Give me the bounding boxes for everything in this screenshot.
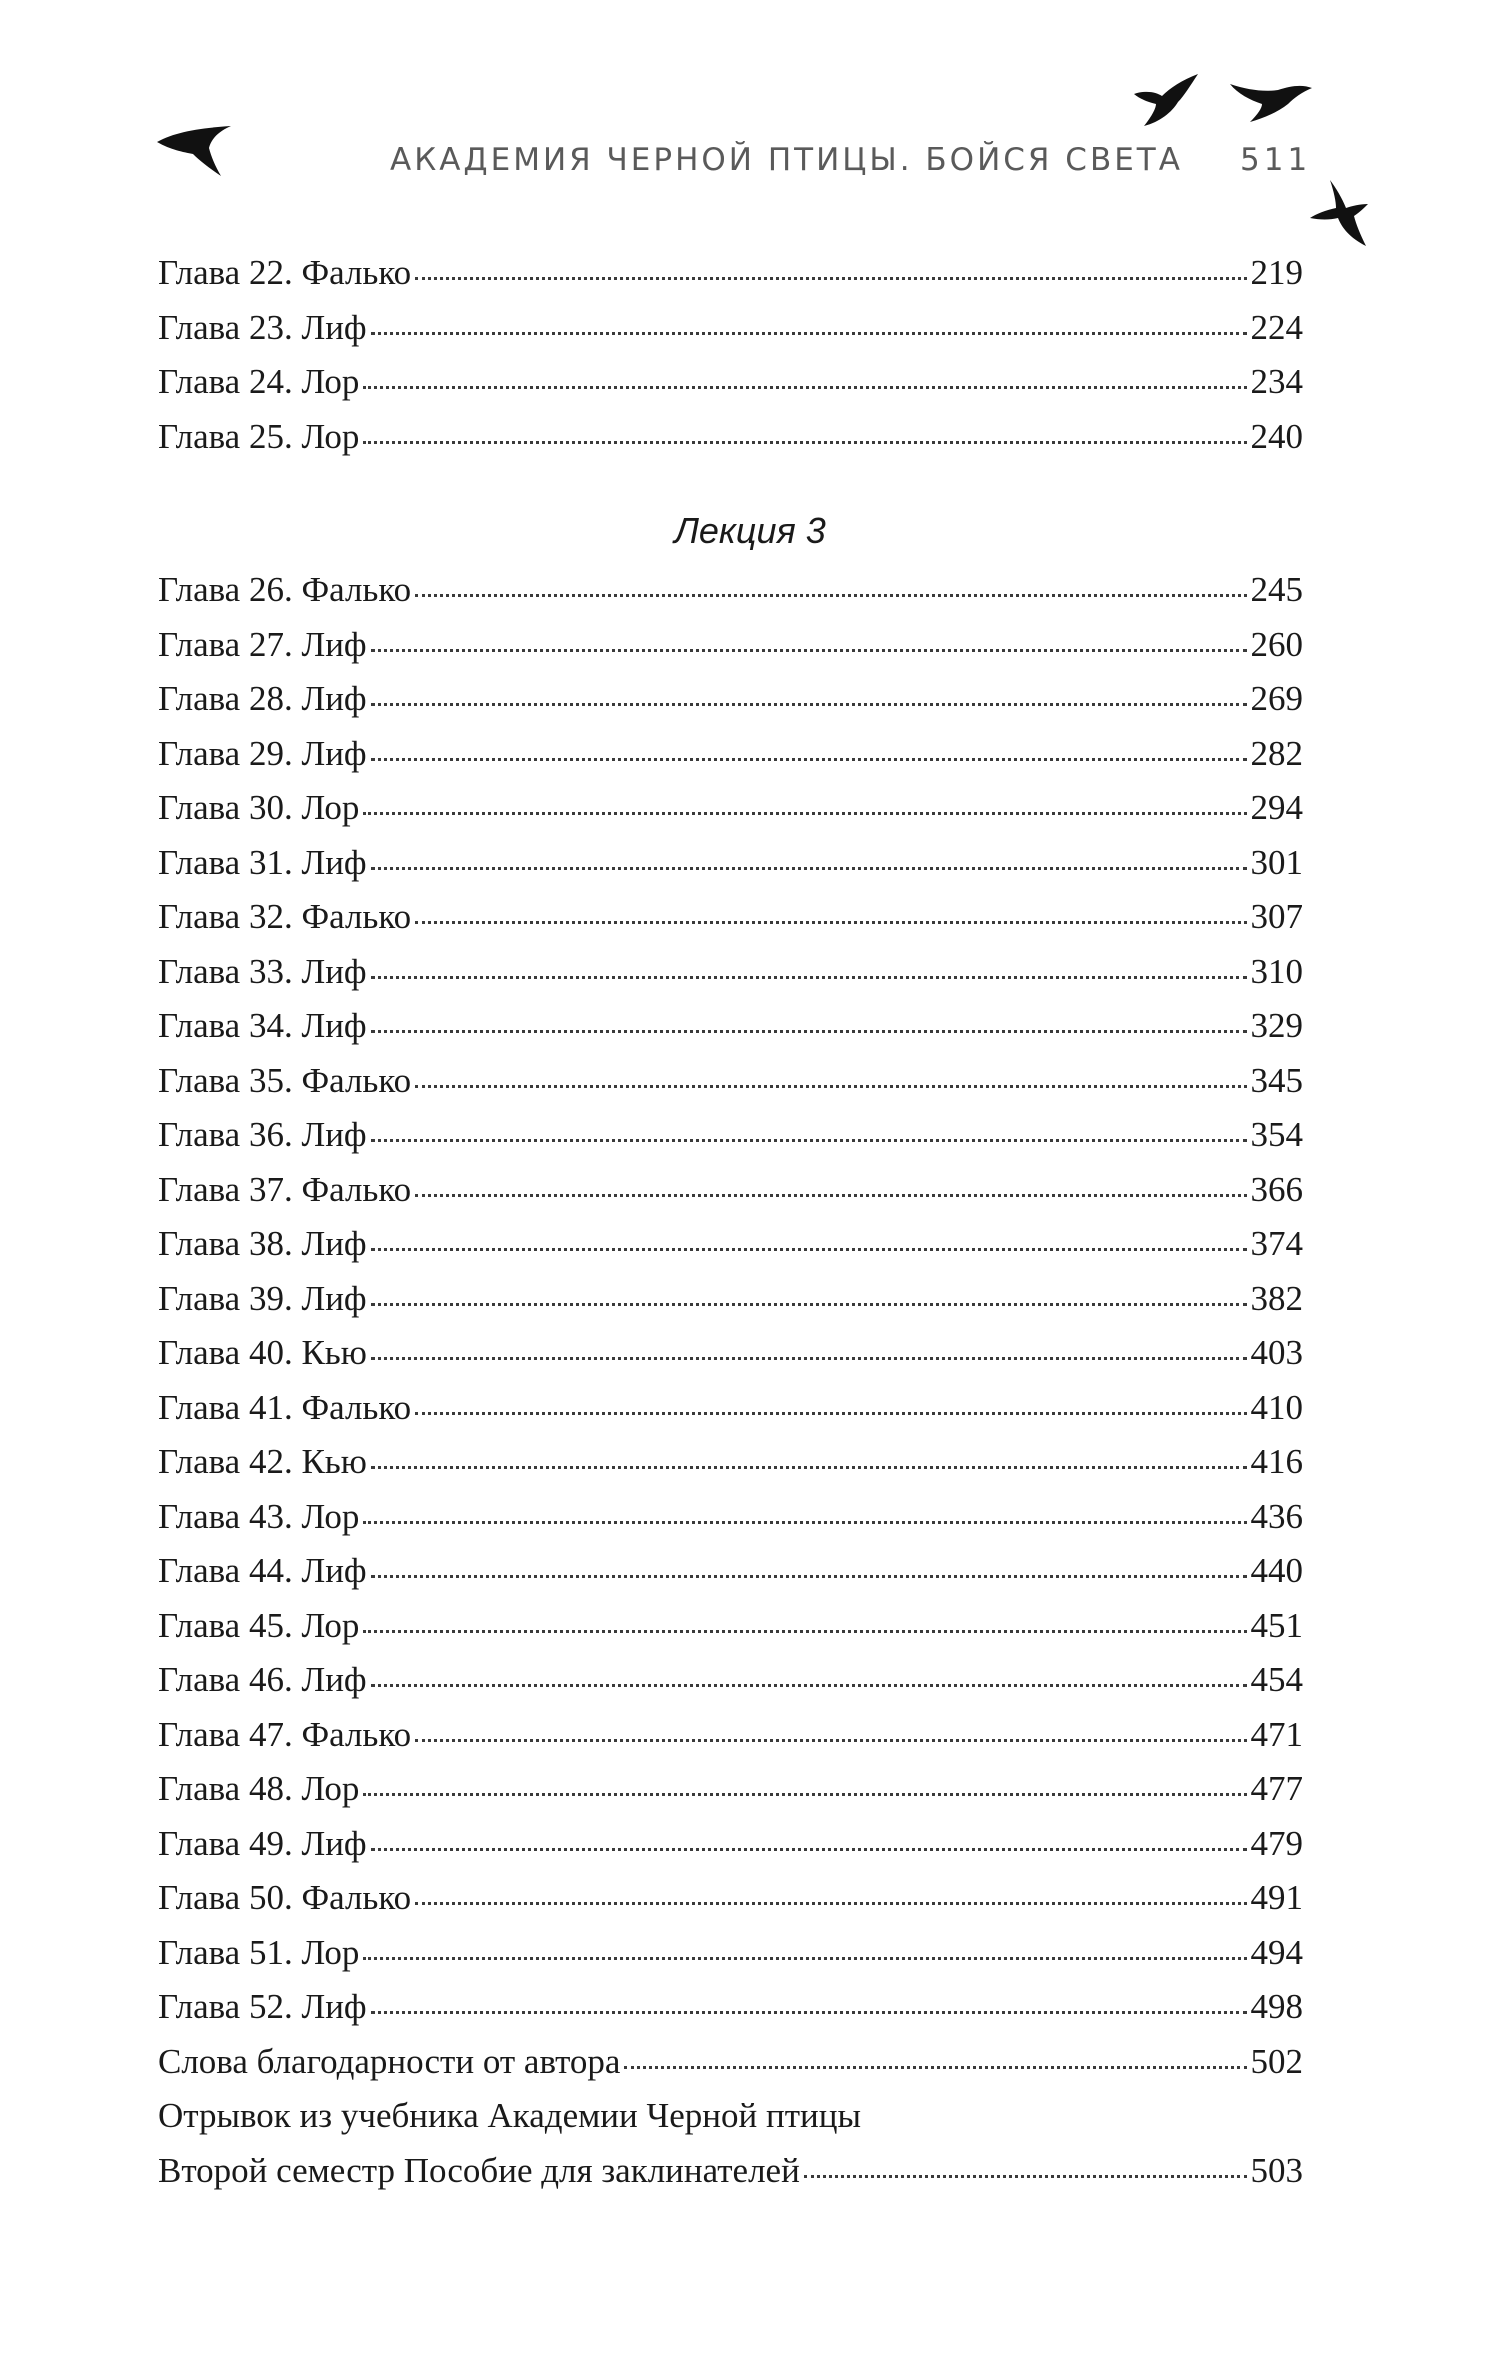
toc-entry-title: Глава 51. Лор [158, 1932, 360, 1972]
toc-entry-title: Глава 36. Лиф [158, 1115, 367, 1154]
bird-icon [1228, 78, 1314, 124]
toc-entry-page: 454 [1250, 1660, 1303, 1699]
table-of-contents-part-2 [158, 563, 1303, 2198]
toc-entry-title: Глава 31. Лиф [158, 842, 367, 882]
toc-entry [158, 1435, 1303, 1490]
toc-excerpt-line-1: Отрывок из учебника Академии Черной птицы [158, 2096, 862, 2135]
toc-entry-title: Глава 25. Лор [158, 416, 360, 456]
toc-entry-title: Глава 42. Кью [158, 1442, 367, 1481]
dot-leader [363, 1521, 1246, 1524]
toc-entry [158, 1108, 1303, 1163]
toc-entry [158, 1762, 1303, 1817]
dot-leader [415, 1085, 1246, 1088]
toc-entry-title: Глава 49. Лиф [158, 1823, 367, 1863]
section-heading: Лекция 3 [674, 510, 826, 551]
dot-leader [371, 649, 1247, 652]
toc-entry [158, 1817, 1303, 1872]
toc-entry-title: Глава 40. Кью [158, 1333, 367, 1372]
toc-entry-page: 224 [1250, 307, 1303, 347]
toc-entry [158, 1381, 1303, 1436]
toc-entry-title: Глава 22. Фалько [158, 253, 412, 292]
toc-entry-page: 310 [1250, 951, 1303, 991]
toc-entry-page: 477 [1250, 1769, 1303, 1808]
dot-leader [363, 386, 1246, 389]
toc-entry [158, 246, 1303, 301]
toc-entry-page: 329 [1250, 1006, 1303, 1045]
toc-entry-title: Глава 46. Лиф [158, 1660, 367, 1699]
toc-entry-page: 410 [1250, 1387, 1303, 1427]
dot-leader [624, 2066, 1246, 2069]
toc-entry [158, 1871, 1303, 1926]
dot-leader [415, 594, 1246, 597]
toc-entry-page: 219 [1250, 253, 1303, 292]
toc-entry [158, 727, 1303, 782]
table-of-contents-part-1 [158, 246, 1303, 464]
toc-entry-title: Глава 28. Лиф [158, 679, 367, 718]
bird-icon [1130, 72, 1200, 128]
toc-entry-title: Слова благодарности от автора [158, 2041, 621, 2081]
toc-entry [158, 301, 1303, 356]
dot-leader [371, 1575, 1247, 1578]
toc-entry-page: 354 [1250, 1115, 1303, 1154]
toc-entry [158, 1599, 1303, 1654]
toc-entry-page: 503 [1250, 2150, 1303, 2190]
toc-entry-page: 382 [1250, 1278, 1303, 1318]
toc-entry-page: 436 [1250, 1496, 1303, 1536]
toc-entry-title: Глава 41. Фалько [158, 1387, 412, 1427]
toc-entry-page: 491 [1250, 1878, 1303, 1917]
toc-entry-title: Глава 24. Лор [158, 362, 360, 401]
bird-icon [155, 122, 233, 178]
toc-entry-title: Глава 30. Лор [158, 788, 360, 827]
toc-entry-title: Глава 50. Фалько [158, 1878, 412, 1917]
toc-entry-title: Глава 29. Лиф [158, 733, 367, 773]
dot-leader [371, 1030, 1247, 1033]
toc-entry-title: Глава 32. Фалько [158, 897, 412, 936]
toc-entry-title: Глава 37. Фалько [158, 1169, 412, 1209]
toc-entry [158, 1217, 1303, 1272]
toc-entry-title: Глава 48. Лор [158, 1769, 360, 1808]
toc-entry [158, 1926, 1303, 1981]
dot-leader [371, 703, 1247, 706]
toc-entry-page: 440 [1250, 1551, 1303, 1590]
dot-leader [415, 1412, 1246, 1415]
toc-entry-page: 479 [1250, 1823, 1303, 1863]
toc-entry-page: 245 [1250, 570, 1303, 609]
toc-entry [158, 355, 1303, 410]
toc-entry-page: 451 [1250, 1605, 1303, 1645]
toc-entry-page: 260 [1250, 624, 1303, 664]
toc-entry [158, 1326, 1303, 1381]
dot-leader [363, 441, 1246, 444]
toc-entry-title: Глава 26. Фалько [158, 570, 412, 609]
toc-entry [158, 1980, 1303, 2035]
toc-entry-title: Глава 43. Лор [158, 1496, 360, 1536]
dot-leader [371, 1248, 1247, 1251]
dot-leader [371, 976, 1247, 979]
toc-entry [158, 1708, 1303, 1763]
dot-leader [415, 921, 1246, 924]
toc-entry-title: Глава 44. Лиф [158, 1551, 367, 1590]
dot-leader [415, 277, 1246, 280]
toc-entry [158, 890, 1303, 945]
running-title: АКАДЕМИЯ ЧЕРНОЙ ПТИЦЫ. БОЙСЯ СВЕТА [390, 142, 1183, 178]
toc-entry-page: 282 [1250, 733, 1303, 773]
dot-leader [363, 1957, 1246, 1960]
dot-leader [371, 867, 1247, 870]
toc-entry [158, 945, 1303, 1000]
dot-leader [363, 1793, 1246, 1796]
toc-entry [158, 1544, 1303, 1599]
toc-entry-page: 294 [1250, 788, 1303, 827]
toc-entry-page: 234 [1250, 362, 1303, 401]
toc-entry-page: 498 [1250, 1987, 1303, 2026]
toc-entry-title: Глава 52. Лиф [158, 1987, 367, 2026]
toc-entry-page: 307 [1250, 897, 1303, 936]
dot-leader [371, 1684, 1247, 1687]
toc-entry-page: 345 [1250, 1060, 1303, 1100]
dot-leader [415, 1194, 1246, 1197]
toc-entry [158, 1653, 1303, 1708]
toc-entry-page: 502 [1250, 2041, 1303, 2081]
toc-entry [158, 836, 1303, 891]
dot-leader [371, 1848, 1247, 1851]
toc-entry [158, 618, 1303, 673]
dot-leader [371, 758, 1247, 761]
toc-excerpt-line-2: Второй семестр Пособие для заклинателей [158, 2150, 800, 2190]
toc-entry-page: 374 [1250, 1224, 1303, 1263]
toc-entry [158, 563, 1303, 618]
dot-leader [371, 2011, 1247, 2014]
toc-entry [158, 410, 1303, 465]
toc-entry-page: 416 [1250, 1442, 1303, 1481]
toc-entry-page: 471 [1250, 1714, 1303, 1754]
page-number: 511 [1240, 142, 1312, 178]
dot-leader [363, 1630, 1246, 1633]
toc-entry-title: Глава 47. Фалько [158, 1714, 412, 1754]
dot-leader [371, 1139, 1247, 1142]
toc-entry-title: Глава 34. Лиф [158, 1006, 367, 1045]
toc-entry-page: 301 [1250, 842, 1303, 882]
toc-entry-title: Глава 39. Лиф [158, 1278, 367, 1318]
dot-leader [371, 1303, 1247, 1306]
toc-entry-page: 240 [1250, 416, 1303, 456]
toc-entry [158, 672, 1303, 727]
dot-leader [415, 1739, 1246, 1742]
toc-entry-page: 366 [1250, 1169, 1303, 1209]
toc-entry [158, 999, 1303, 1054]
toc-entry [158, 1054, 1303, 1109]
toc-entry-title: Глава 45. Лор [158, 1605, 360, 1645]
dot-leader [363, 812, 1246, 815]
dot-leader [371, 1466, 1247, 1469]
toc-entry-title: Глава 23. Лиф [158, 307, 367, 347]
toc-entry-page: 269 [1250, 679, 1303, 718]
bird-icon [1308, 178, 1370, 248]
toc-entry-title: Глава 38. Лиф [158, 1224, 367, 1263]
toc-entry [158, 1490, 1303, 1545]
dot-leader [371, 332, 1247, 335]
toc-entry-page: 494 [1250, 1932, 1303, 1972]
toc-entry-title: Глава 33. Лиф [158, 951, 367, 991]
toc-entry [158, 781, 1303, 836]
toc-entry [158, 1272, 1303, 1327]
dot-leader [804, 2175, 1247, 2178]
toc-entry-title: Глава 35. Фалько [158, 1060, 412, 1100]
toc-entry [158, 1163, 1303, 1218]
toc-entry-page: 403 [1250, 1333, 1303, 1372]
toc-entry-title: Глава 27. Лиф [158, 624, 367, 664]
toc-entry [158, 2144, 1303, 2199]
toc-entry [158, 2035, 1303, 2090]
dot-leader [371, 1357, 1247, 1360]
dot-leader [415, 1902, 1246, 1905]
